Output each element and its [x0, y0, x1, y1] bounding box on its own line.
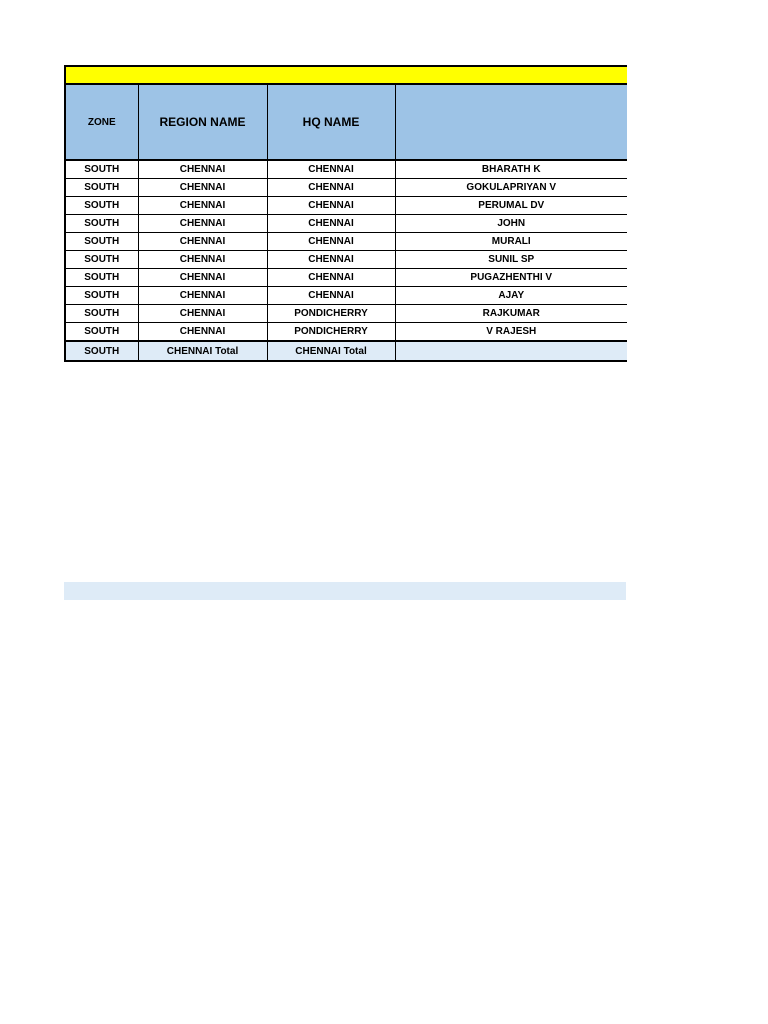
cell-region: CHENNAI [138, 251, 267, 269]
cell-region: CHENNAI [138, 305, 267, 323]
cell-name: JOHN [395, 215, 627, 233]
cell-region: CHENNAI [138, 215, 267, 233]
table-row [65, 215, 627, 233]
cell-name: GOKULAPRIYAN V [395, 179, 627, 197]
highlight-bar [64, 582, 626, 600]
cell-zone: SOUTH [65, 215, 138, 233]
cell-name: BHARATH K [395, 160, 627, 179]
cell-zone: SOUTH [65, 287, 138, 305]
cell-hq: CHENNAI [267, 215, 395, 233]
cell-name: V RAJESH [395, 323, 627, 342]
cell-hq: PONDICHERRY [267, 323, 395, 342]
cell-hq: CHENNAI [267, 251, 395, 269]
cell-hq: CHENNAI [267, 269, 395, 287]
cell-hq: CHENNAI [267, 179, 395, 197]
table-row [65, 287, 627, 305]
table-row [65, 269, 627, 287]
cell-zone: SOUTH [65, 197, 138, 215]
header-name [395, 84, 627, 160]
table-row [65, 233, 627, 251]
cell-name: PUGAZHENTHI V [395, 269, 627, 287]
cell-hq: PONDICHERRY [267, 305, 395, 323]
total-hq: CHENNAI Total [267, 341, 395, 361]
table-row [65, 305, 627, 323]
cell-zone: SOUTH [65, 251, 138, 269]
header-row [65, 84, 627, 160]
banner-cell [65, 66, 627, 84]
cell-hq: CHENNAI [267, 160, 395, 179]
cell-zone: SOUTH [65, 160, 138, 179]
total-row [65, 341, 627, 361]
cell-name: SUNIL SP [395, 251, 627, 269]
cell-region: CHENNAI [138, 233, 267, 251]
header-region-name: REGION NAME [138, 84, 267, 160]
cell-name: AJAY [395, 287, 627, 305]
data-table [64, 65, 627, 362]
table-row [65, 323, 627, 342]
cell-zone: SOUTH [65, 269, 138, 287]
cell-zone: SOUTH [65, 323, 138, 342]
cell-region: CHENNAI [138, 287, 267, 305]
cell-hq: CHENNAI [267, 287, 395, 305]
cell-hq: CHENNAI [267, 197, 395, 215]
table-row [65, 179, 627, 197]
cell-zone: SOUTH [65, 179, 138, 197]
table-row [65, 160, 627, 179]
cell-hq: CHENNAI [267, 233, 395, 251]
cell-name: MURALI [395, 233, 627, 251]
table-row [65, 251, 627, 269]
banner-row [65, 66, 627, 84]
cell-zone: SOUTH [65, 233, 138, 251]
cell-name: RAJKUMAR [395, 305, 627, 323]
cell-region: CHENNAI [138, 269, 267, 287]
cell-zone: SOUTH [65, 305, 138, 323]
cell-region: CHENNAI [138, 197, 267, 215]
total-name [395, 341, 627, 361]
total-zone: SOUTH [65, 341, 138, 361]
header-zone: ZONE [65, 84, 138, 160]
total-region: CHENNAI Total [138, 341, 267, 361]
cell-region: CHENNAI [138, 323, 267, 342]
table-body [65, 66, 627, 361]
cell-region: CHENNAI [138, 160, 267, 179]
cell-name: PERUMAL DV [395, 197, 627, 215]
header-hq-name: HQ NAME [267, 84, 395, 160]
table-row [65, 197, 627, 215]
cell-region: CHENNAI [138, 179, 267, 197]
